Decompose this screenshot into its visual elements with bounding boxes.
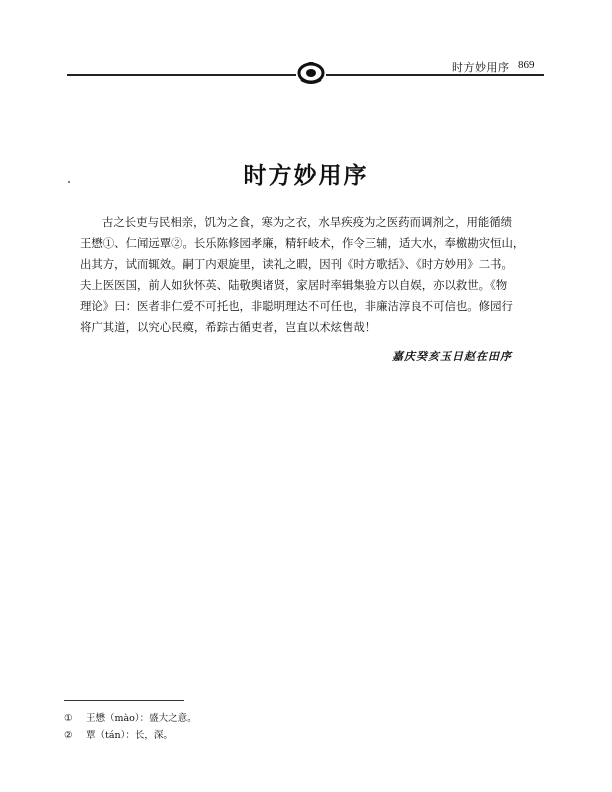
header-rule-left [67, 74, 296, 76]
header-section-title: 时方妙用序 [452, 61, 510, 74]
footnote-marker: ① [64, 713, 73, 724]
ornamental-emblem-icon [297, 62, 325, 84]
paragraph-line: 古之长吏与民相亲，饥为之食，寒为之衣，水旱疾疫为之医药而调剂之，用能循绩 [102, 215, 513, 229]
author-signature: 嘉庆癸亥玉日赵在田序 [392, 350, 512, 363]
paragraph-line: 夫上医医国，前人如狄怀英、陆敬舆诸贤，家居时率辑集验方以自娱，亦以救世。《物 [80, 278, 508, 292]
header-rule-right [326, 74, 544, 76]
footnote-marker: ② [64, 730, 73, 741]
chapter-title: 时方妙用序 [243, 163, 369, 189]
paragraph-line: 理论》曰：医者非仁爱不可托也，非聪明理达不可任也，非廉洁淳良不可信也。修园行 [80, 299, 513, 313]
paragraph-line: 将广其道，以究心民瘼，希踪古循吏者，岂直以术炫售哉！ [80, 320, 377, 334]
footnote-item [64, 727, 173, 741]
paragraph-line: 王懋①、仁闻远覃②。长乐陈修园孝廉，精轩岐术，作令三辅，适大水，奉檄勘灾恒山， [80, 236, 525, 250]
footnote-text: 覃（tán）：长，深。 [86, 730, 173, 741]
footnote-divider [64, 700, 184, 701]
running-head [0, 0, 612, 90]
paragraph-line: 出其方，试而辄效。嗣丁内艰旋里，读礼之暇，因刊《时方歌括》、《时方妙用》二书。 [80, 257, 513, 271]
header-page-number: 869 [518, 59, 535, 71]
preface-paragraph [80, 212, 546, 338]
footnote-text: 王懋（mào）：盛大之意。 [86, 713, 197, 724]
footnote-item [64, 710, 197, 724]
